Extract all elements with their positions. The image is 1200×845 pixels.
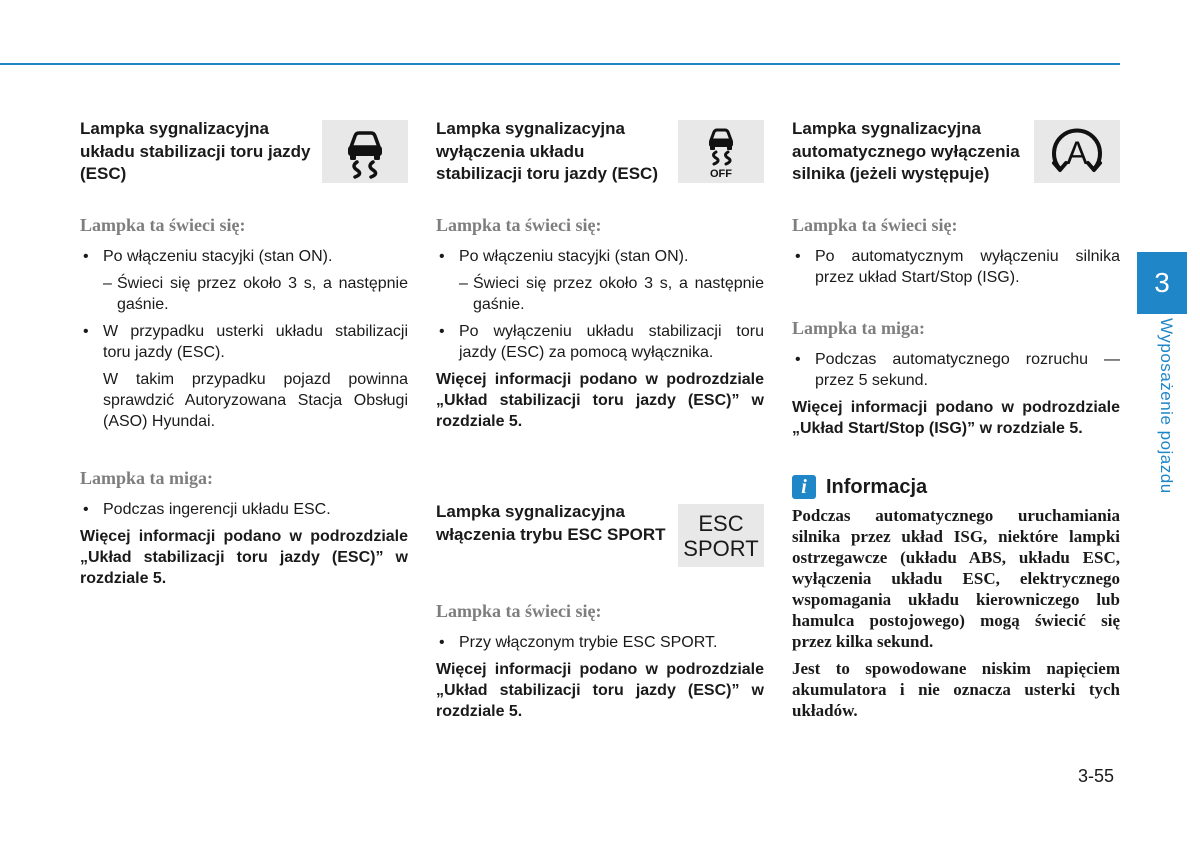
auto-stop-icon — [1034, 120, 1120, 183]
esc-sport-icon — [678, 504, 764, 567]
blinks-heading: Lampka ta miga: — [792, 318, 926, 338]
blinks-heading: Lampka ta miga: — [80, 468, 214, 488]
section-header-esc-sport — [436, 504, 764, 570]
more-info-text: Więcej informacji podano w podrozdziale „Układ stabilizacji toru jazdy (ESC)” w rozdziale 5. — [80, 528, 408, 587]
column-auto-stop-indicator — [792, 118, 1120, 727]
section-header — [80, 118, 408, 184]
section-title: Lampka sygnalizacyjna włączenia trybu ESC SPORT — [436, 502, 666, 544]
lights-on-heading: Lampka ta świeci się: — [436, 601, 602, 621]
chapter-tab: 3 — [1137, 252, 1187, 314]
list-item: • Podczas ingerencji układu ESC. — [80, 499, 408, 520]
list-item: • Po włączeniu stacyjki (stan ON). — [436, 246, 764, 267]
list-item: • W przypadku usterki układu stabilizacji toru jazdy (ESC). — [80, 321, 408, 363]
esc-off-icon — [678, 120, 764, 183]
section-title: Lampka sygnalizacyjna układu stabilizacji toru jazdy (ESC) — [80, 119, 311, 183]
list-item: • Po automatycznym wyłączeniu silnika przez układ Start/Stop (ISG). — [792, 246, 1120, 288]
off-label: OFF — [710, 167, 732, 180]
list-item: • Przy włączonym trybie ESC SPORT. — [436, 632, 764, 653]
list-subitem: – Świeci się przez około 3 s, a następnie gaśnie. — [436, 273, 764, 315]
svg-text:A: A — [1066, 134, 1088, 171]
info-header — [792, 475, 1120, 499]
section-header — [436, 118, 764, 184]
esc-sport-icon-line1: ESC — [698, 510, 744, 536]
info-paragraph: Jest to spowodowane niskim napięciem akumulatora i nie oznacza usterki tych układów. — [792, 659, 1120, 720]
info-icon: i — [792, 475, 816, 499]
section-title: Lampka sygnalizacyjna automatycznego wyłączenia silnika (jeżeli występuje) — [792, 119, 1020, 183]
header-rule — [0, 63, 1120, 65]
section-title: Lampka sygnalizacyjna wyłączenia układu stabilizacji toru jazdy (ESC) — [436, 119, 658, 183]
list-subitem: – Świeci się przez około 3 s, a następnie gaśnie. — [80, 273, 408, 315]
esc-skid-icon — [322, 120, 408, 183]
esc-sport-icon-line2: SPORT — [683, 535, 759, 561]
info-paragraph: Podczas automatycznego uruchamiania silnika przez układ ISG, niektóre lampki ostrzegawcze (układu ABS, układu ESC, wyłączenia układu ESC, elektrycznego wspomagania układu kierowniczego lub hamulca postojowego) mogą świecić się przez kilka sekund. — [792, 506, 1120, 651]
more-info-text: Więcej informacji podano w podrozdziale „Układ Start/Stop (ISG)” w rozdziale 5. — [792, 399, 1120, 437]
more-info-text: Więcej informacji podano w podrozdziale „Układ stabilizacji toru jazdy (ESC)” w rozdziale 5. — [436, 661, 764, 720]
list-item: • Po wyłączeniu układu stabilizacji toru jazdy (ESC) za pomocą wyłącznika. — [436, 321, 764, 363]
more-info-text: Więcej informacji podano w podrozdziale „Układ stabilizacji toru jazdy (ESC)” w rozdziale 5. — [436, 371, 764, 430]
lights-on-heading: Lampka ta świeci się: — [80, 215, 246, 235]
info-title: Informacja — [826, 475, 928, 498]
column-esc-off-indicator — [436, 118, 764, 722]
lights-on-heading: Lampka ta świeci się: — [792, 215, 958, 235]
page-number: 3-55 — [1078, 766, 1115, 786]
column-esc-indicator — [80, 118, 408, 589]
list-item: • Po włączeniu stacyjki (stan ON). — [80, 246, 408, 267]
chapter-title: Wyposażenie pojazdu — [1157, 318, 1176, 494]
section-header — [792, 118, 1120, 184]
lights-on-heading: Lampka ta świeci się: — [436, 215, 602, 235]
list-item: • Podczas automatycznego rozruchu — przez 5 sekund. — [792, 349, 1120, 391]
note-text: W takim przypadku pojazd powinna sprawdzić Autoryzowana Stacja Obsługi (ASO) Hyundai. — [103, 371, 408, 430]
